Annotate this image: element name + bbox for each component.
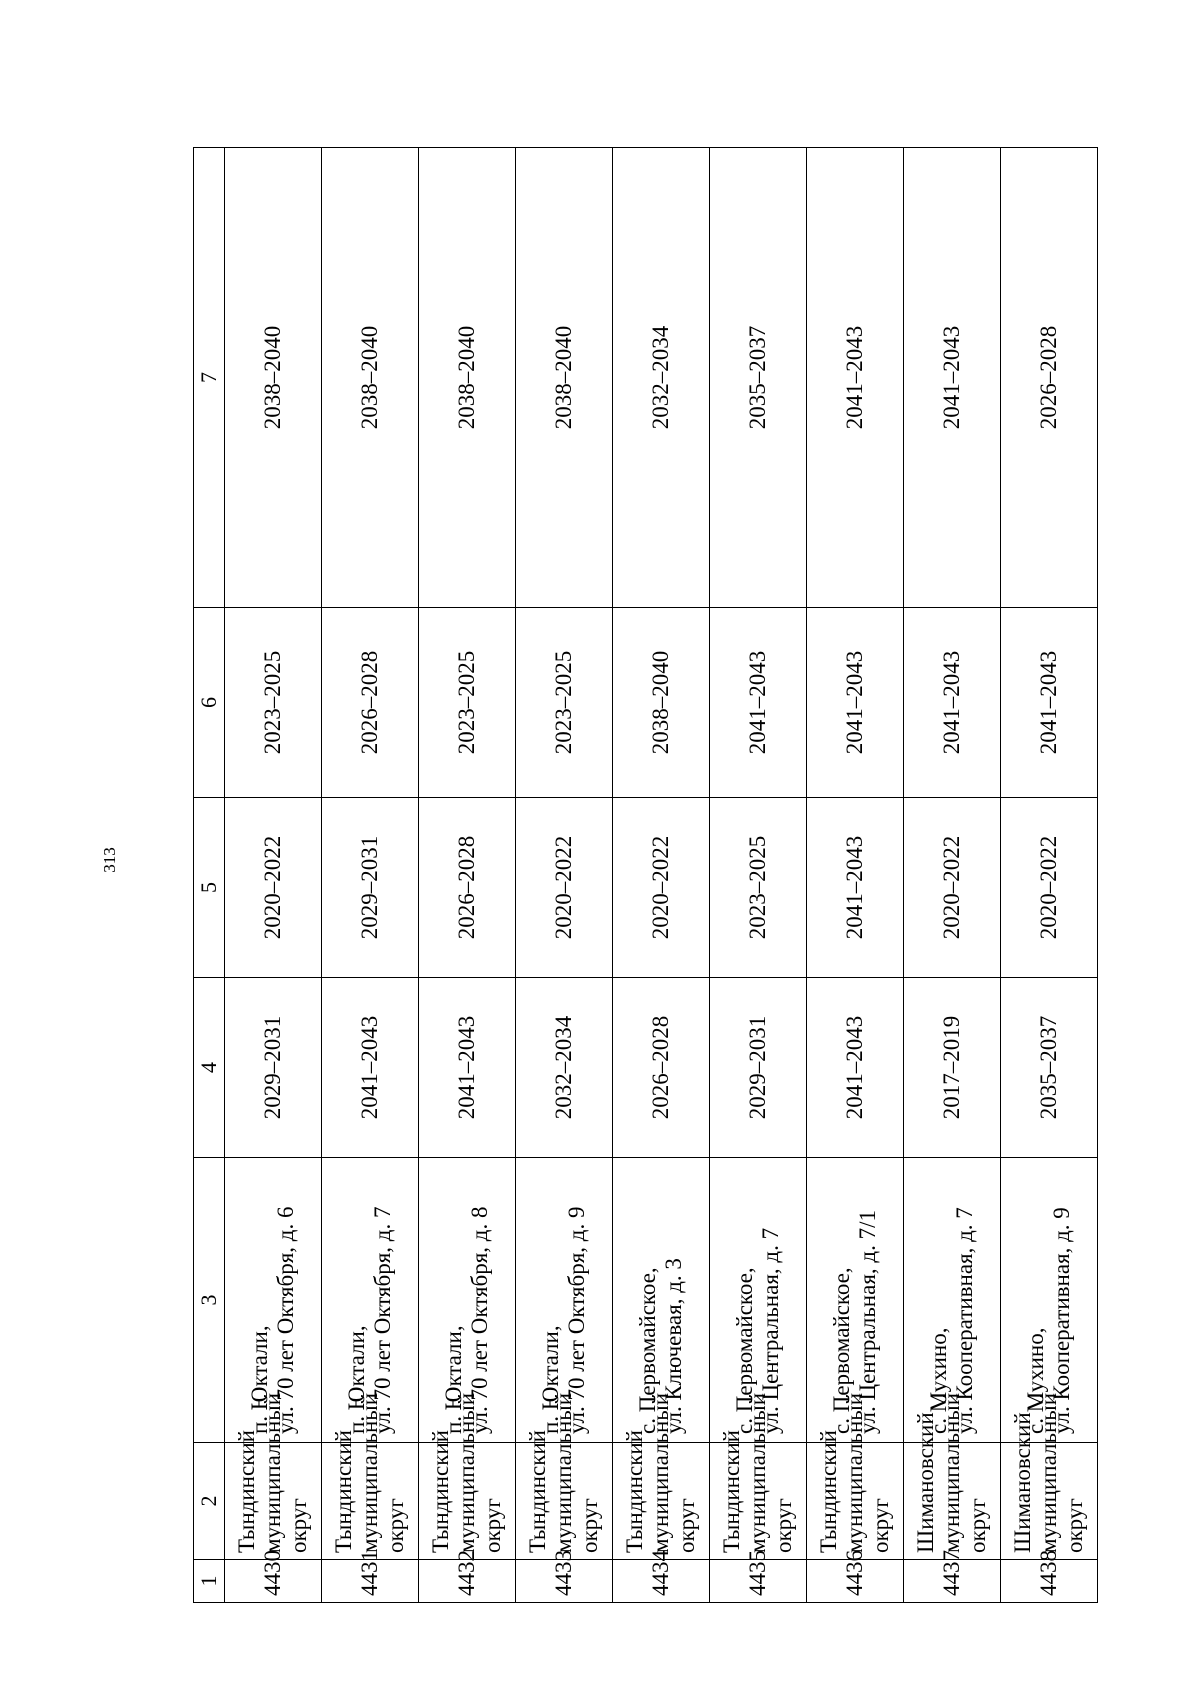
period-col7: 2038–2040	[322, 148, 419, 608]
record-number: 4435	[710, 1560, 807, 1603]
header-cell: 2	[194, 1443, 225, 1560]
period-col4: 2017–2019	[904, 978, 1001, 1158]
period-col6: 2041–2043	[1001, 608, 1098, 798]
period-col5: 2020–2022	[225, 798, 322, 978]
period-col4: 2032–2034	[516, 978, 613, 1158]
district-line: Шимановский	[1010, 1412, 1036, 1553]
address-line: п. Юктали,	[538, 1325, 564, 1434]
period-col6: 2023–2025	[516, 608, 613, 798]
district-line: Тындинский	[331, 1430, 357, 1553]
record-number: 4431	[322, 1560, 419, 1603]
district-cell	[516, 1392, 613, 1560]
district-line: Тындинский	[525, 1430, 551, 1553]
period-col4: 2026–2028	[613, 978, 710, 1158]
address-cell	[710, 1158, 807, 1443]
period-col6: 2041–2043	[904, 608, 1001, 798]
rotated-page	[193, 148, 1098, 1603]
table-row	[419, 148, 516, 1603]
period-col7: 2038–2040	[419, 148, 516, 608]
header-cell: 3	[194, 1158, 225, 1443]
period-col4: 2035–2037	[1001, 978, 1098, 1158]
header-cell: 6	[194, 608, 225, 798]
address-cell	[419, 1158, 516, 1443]
district-line: муниципальный	[842, 1392, 868, 1553]
district-line: муниципальный	[551, 1392, 577, 1553]
period-col6: 2038–2040	[613, 608, 710, 798]
address-line: ул. Ключевая, д. 3	[661, 1258, 686, 1434]
address-line: п. Юктали,	[344, 1325, 370, 1434]
address-line: ул. Кооперативная, д. 7	[952, 1207, 977, 1434]
table-row	[807, 148, 904, 1603]
district-line: округ	[1061, 1498, 1087, 1553]
district-line: Тындинский	[622, 1430, 648, 1553]
district-cell	[807, 1392, 904, 1560]
period-col4: 2041–2043	[322, 978, 419, 1158]
period-col5: 2026–2028	[419, 798, 516, 978]
header-cell: 1	[194, 1560, 225, 1603]
period-col5: 2023–2025	[710, 798, 807, 978]
district-line: округ	[382, 1498, 408, 1553]
period-col6: 2026–2028	[322, 608, 419, 798]
address-line: с. Мухино,	[926, 1327, 952, 1434]
address-line: ул. 70 лет Октября, д. 8	[467, 1206, 492, 1434]
district-line: Шимановский	[913, 1412, 939, 1553]
district-line: округ	[673, 1498, 699, 1553]
period-col4: 2041–2043	[419, 978, 516, 1158]
period-col5: 2041–2043	[807, 798, 904, 978]
period-col7: 2035–2037	[710, 148, 807, 608]
table-row	[225, 148, 322, 1603]
record-number: 4432	[419, 1560, 516, 1603]
record-number: 4438	[1001, 1560, 1098, 1603]
header-cell: 4	[194, 978, 225, 1158]
district-line: муниципальный	[648, 1392, 674, 1553]
district-line: муниципальный	[745, 1392, 771, 1553]
district-line: муниципальный	[939, 1392, 965, 1553]
address-cell	[322, 1158, 419, 1443]
address-line: ул. Кооперативная, д. 9	[1049, 1207, 1074, 1434]
district-line: муниципальный	[1036, 1392, 1062, 1553]
period-col6: 2041–2043	[807, 608, 904, 798]
page-number: 313	[100, 847, 119, 873]
period-col7: 2038–2040	[225, 148, 322, 608]
period-col5: 2020–2022	[1001, 798, 1098, 978]
district-line: муниципальный	[260, 1392, 286, 1553]
header-cell: 5	[194, 798, 225, 978]
district-cell	[710, 1392, 807, 1560]
address-line: с. Мухино,	[1023, 1327, 1049, 1434]
address-line: ул. 70 лет Октября, д. 7	[370, 1206, 395, 1434]
district-cell	[225, 1392, 322, 1560]
district-line: муниципальный	[454, 1392, 480, 1553]
district-line: Тындинский	[719, 1430, 745, 1553]
address-line: ул. 70 лет Октября, д. 6	[273, 1206, 298, 1434]
table-row	[904, 148, 1001, 1603]
address-cell	[807, 1158, 904, 1443]
record-number: 4434	[613, 1560, 710, 1603]
period-col7: 2041–2043	[904, 148, 1001, 608]
district-cell	[419, 1392, 516, 1560]
address-line: ул. 70 лет Октября, д. 9	[564, 1206, 589, 1434]
district-line: муниципальный	[357, 1392, 383, 1553]
district-line: округ	[576, 1498, 602, 1553]
address-line: с. Первомайское,	[635, 1267, 661, 1434]
table-row	[710, 148, 807, 1603]
period-col7: 2032–2034	[613, 148, 710, 608]
record-number: 4430	[225, 1560, 322, 1603]
record-number: 4436	[807, 1560, 904, 1603]
district-line: округ	[770, 1498, 796, 1553]
district-line: округ	[479, 1498, 505, 1553]
table-row	[613, 148, 710, 1603]
address-line: п. Юктали,	[247, 1325, 273, 1434]
period-col6: 2023–2025	[225, 608, 322, 798]
address-cell	[904, 1158, 1001, 1443]
period-col5: 2020–2022	[904, 798, 1001, 978]
period-col5: 2029–2031	[322, 798, 419, 978]
district-line: округ	[867, 1498, 893, 1553]
period-col5: 2020–2022	[613, 798, 710, 978]
table-row	[516, 148, 613, 1603]
period-col7: 2041–2043	[807, 148, 904, 608]
header-cell: 7	[194, 148, 225, 608]
period-col7: 2026–2028	[1001, 148, 1098, 608]
record-number: 4437	[904, 1560, 1001, 1603]
district-line: Тындинский	[816, 1430, 842, 1553]
period-col4: 2029–2031	[225, 978, 322, 1158]
table-row	[1001, 148, 1098, 1603]
address-cell	[225, 1158, 322, 1443]
district-cell	[1001, 1392, 1098, 1560]
record-number: 4433	[516, 1560, 613, 1603]
period-col5: 2020–2022	[516, 798, 613, 978]
district-line: округ	[285, 1498, 311, 1553]
address-line: с. Первомайское,	[732, 1267, 758, 1434]
district-cell	[904, 1392, 1001, 1560]
address-line: ул. Центральная, д. 7/1	[855, 1210, 880, 1434]
address-cell	[1001, 1158, 1098, 1443]
period-col6: 2041–2043	[710, 608, 807, 798]
district-cell	[613, 1392, 710, 1560]
address-cell	[516, 1158, 613, 1443]
period-col4: 2041–2043	[807, 978, 904, 1158]
district-line: Тындинский	[234, 1430, 260, 1553]
address-line: п. Юктали,	[441, 1325, 467, 1434]
district-line: округ	[964, 1498, 990, 1553]
district-cell	[322, 1392, 419, 1560]
district-line: Тындинский	[428, 1430, 454, 1553]
period-col6: 2023–2025	[419, 608, 516, 798]
address-line: ул. Центральная, д. 7	[758, 1227, 783, 1434]
period-col4: 2029–2031	[710, 978, 807, 1158]
table-row	[322, 148, 419, 1603]
register-table	[193, 147, 1098, 1603]
header-row	[194, 148, 225, 1603]
period-col7: 2038–2040	[516, 148, 613, 608]
address-cell	[613, 1158, 710, 1443]
address-line: с. Первомайское,	[829, 1267, 855, 1434]
